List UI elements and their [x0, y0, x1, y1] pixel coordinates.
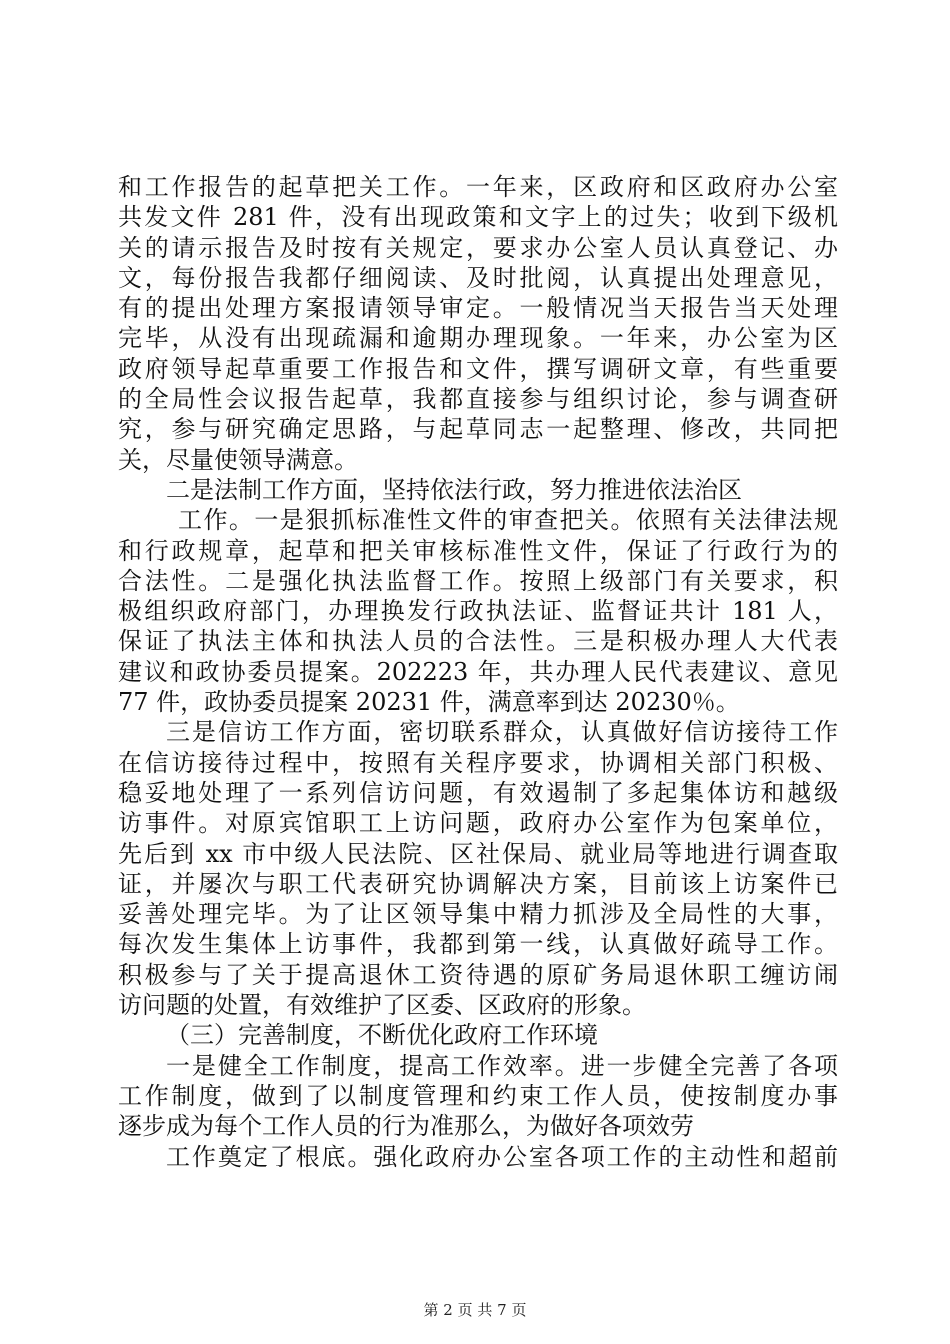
text-line: 工作。一是狠抓标准性文件的审查把关。依照有关法律法规	[178, 506, 838, 535]
text-line: 在信访接待过程中，按照有关程序要求，协调相关部门积极、	[118, 748, 838, 777]
text-line: 工作制度，做到了以制度管理和约束工作人员，使按制度办事	[118, 1081, 838, 1110]
text-line: 关，尽量使领导满意。	[118, 445, 358, 474]
page-number-footer: 第 2 页 共 7 页	[423, 1301, 527, 1319]
text-line: 证，并屡次与职工代表研究协调解决方案，目前该上访案件已	[118, 869, 838, 898]
text-line: 访事件。对原宾馆职工上访问题，政府办公室作为包案单位，	[118, 809, 838, 838]
text-line: 极组织政府部门，办理换发行政执法证、监督证共计 181 人，	[118, 597, 838, 626]
text-line: 有的提出处理方案报请领导审定。一般情况当天报告当天处理	[118, 294, 838, 323]
text-line: 先后到 xx 市中级人民法院、区社保局、就业局等地进行调查取	[118, 839, 838, 868]
text-line: 和工作报告的起草把关工作。一年来，区政府和区政府办公室	[118, 173, 838, 201]
document-body	[118, 172, 838, 1172]
text-line: 一是健全工作制度，提高工作效率。进一步健全完善了各项	[166, 1051, 838, 1080]
subsection-heading-line: （三）完善制度，不断优化政府工作环境	[166, 1021, 598, 1050]
text-line: 积极参与了关于提高退休工资待遇的原矿务局退休职工缠访闹	[118, 960, 838, 989]
text-line: 稳妥地处理了一系列信访问题，有效遏制了多起集体访和越级	[118, 778, 838, 807]
text-line: 妥善处理完毕。为了让区领导集中精力抓涉及全局性的大事，	[118, 900, 838, 929]
text-line: 逐步成为每个工作人员的行为准那么，为做好各项效劳	[118, 1112, 694, 1141]
text-line: 共发文件 281 件，没有出现政策和文字上的过失；收到下级机	[118, 203, 838, 232]
text-line: 77 件，政协委员提案 20231 件，满意率到达 20230％。	[118, 688, 740, 717]
text-line: 完毕，从没有出现疏漏和逾期办理现象。一年来，办公室为区	[118, 324, 838, 353]
text-line: 合法性。二是强化执法监督工作。按照上级部门有关要求，积	[118, 566, 838, 595]
text-line: 每次发生集体上访事件，我都到第一线，认真做好疏导工作。	[118, 930, 838, 959]
section-heading-line: 二是法制工作方面，坚持依法行政，努力推进依法治区	[166, 475, 742, 504]
text-line: 建议和政协委员提案。202223 年，共办理人民代表建议、意见	[118, 657, 838, 686]
text-line: 政府领导起草重要工作报告和文件，撰写调研文章，有些重要	[118, 354, 838, 383]
text-line: 访问题的处置，有效维护了区委、区政府的形象。	[118, 991, 646, 1020]
text-line: 和行政规章，起草和把关审核标准性文件，保证了行政行为的	[118, 536, 838, 565]
text-line: 究，参与研究确定思路，与起草同志一起整理、修改，共同把	[118, 415, 838, 444]
text-line: 关的请示报告及时按有关规定，要求办公室人员认真登记、办	[118, 233, 838, 262]
text-line: 的全局性会议报告起草，我都直接参与组织讨论，参与调查研	[118, 385, 838, 414]
section-heading-line: 三是信访工作方面，密切联系群众，认真做好信访接待工作	[166, 718, 838, 747]
text-line: 文，每份报告我都仔细阅读、及时批阅，认真提出处理意见，	[118, 263, 838, 292]
text-line: 保证了执法主体和执法人员的合法性。三是积极办理人大代表	[118, 627, 838, 656]
text-line: 工作奠定了根底。强化政府办公室各项工作的主动性和超前	[166, 1142, 838, 1171]
